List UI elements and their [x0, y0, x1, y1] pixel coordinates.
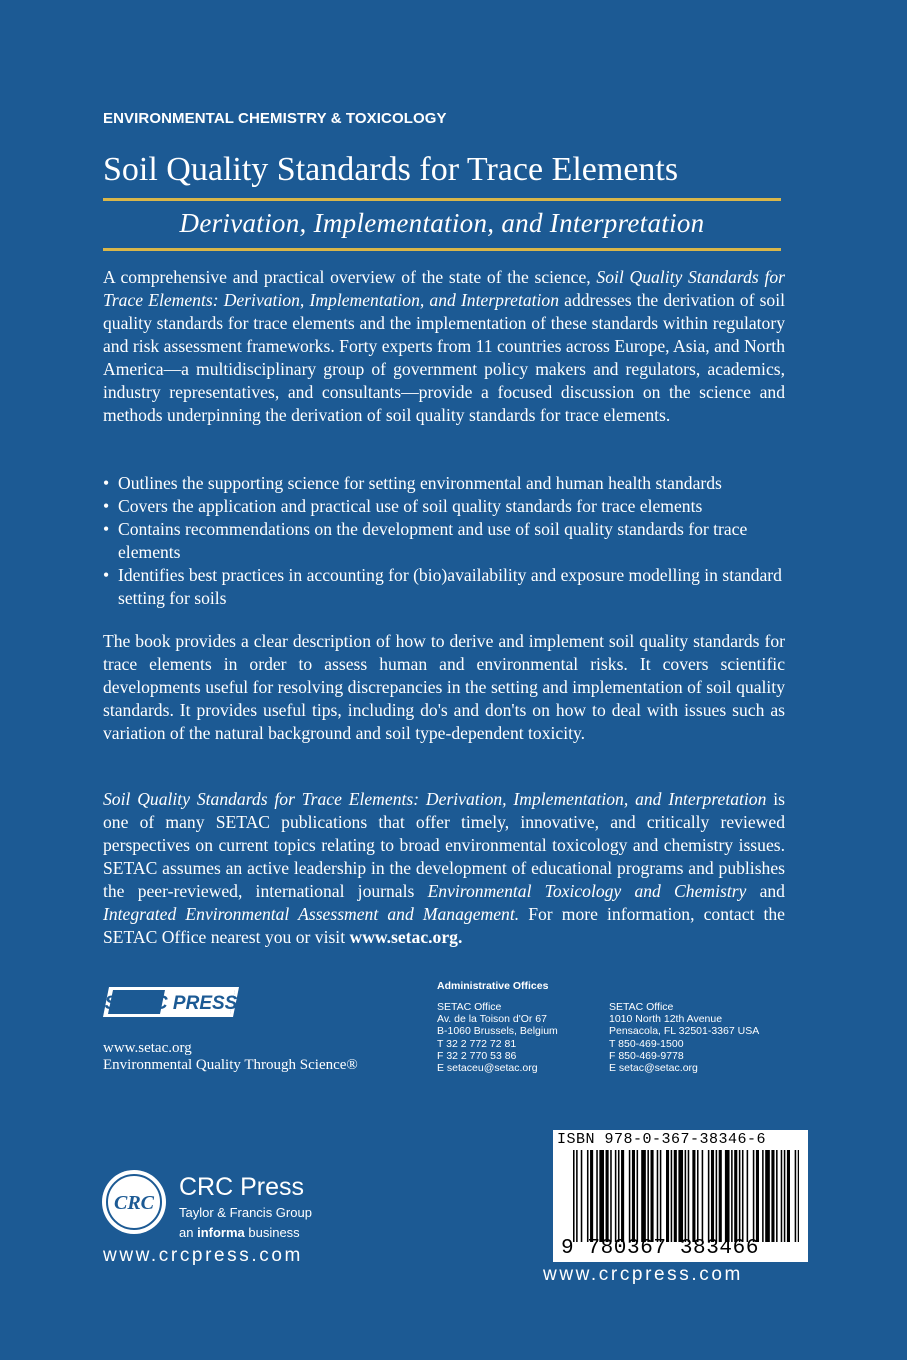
bullet-glyph: • — [103, 519, 110, 539]
barcode-bar — [606, 1150, 609, 1242]
crc-url[interactable]: www.crcpress.com — [103, 1245, 303, 1266]
book-subtitle: Derivation, Implementation, and Interpretation — [179, 208, 705, 238]
p2-text: The book provides a clear description of how to derive and implement soil quality standards for trace elements in order to assess human and environmental risks. It covers scientific developments useful for resolving discrepancies in the setting and implementation of soil quality standards. It provides useful tips, including do's and don'ts on how to deal with issues such as variation of the natural background and soil type-dependent toxicity. — [103, 631, 785, 743]
barcode-bar — [702, 1150, 704, 1242]
feature-list — [103, 472, 785, 610]
informa-prefix: an — [179, 1225, 198, 1240]
title-rule-top — [103, 198, 781, 201]
list-item-text: Covers the application and practical use of soil quality standards for trace elements — [118, 496, 703, 516]
p3-text-b: and — [746, 881, 785, 901]
office-europe — [437, 1001, 558, 1074]
p3-book-title: Soil Quality Standards for Trace Elements: Derivation, Implementation, and Interpretation — [103, 789, 767, 809]
barcode-bar — [784, 1150, 786, 1242]
barcode-bar — [776, 1150, 778, 1242]
barcode-bar — [697, 1150, 699, 1242]
barcode-bar — [692, 1150, 695, 1242]
series-label: ENVIRONMENTAL CHEMISTRY & TOXICOLOGY — [103, 110, 447, 127]
isbn-barcode — [553, 1130, 808, 1262]
barcode-bar — [637, 1150, 639, 1242]
list-item — [103, 518, 785, 564]
office-line: F 850-469-9778 — [609, 1049, 684, 1062]
barcode-bar — [719, 1150, 722, 1242]
office-line: Pensacola, FL 32501-3367 USA — [609, 1025, 760, 1038]
barcode-bar — [610, 1150, 612, 1242]
barcode-bar — [674, 1150, 677, 1242]
barcode-bar — [581, 1150, 583, 1242]
barcode-bar — [734, 1150, 737, 1242]
informa-business — [179, 1225, 300, 1240]
crc-press-name: CRC Press — [179, 1173, 305, 1201]
barcode-bar — [716, 1150, 718, 1242]
barcode-bar — [671, 1150, 673, 1242]
isbn-label: ISBN 978-0-367-38346-6 — [557, 1131, 767, 1148]
barcode-bar — [765, 1150, 770, 1242]
p3-setac-link[interactable]: www.setac.org. — [349, 927, 463, 947]
barcode-bar — [618, 1150, 620, 1242]
list-item-text: Identifies best practices in accounting for (bio)availability and exposure modelling in standard setting for soils — [118, 565, 782, 608]
p3-text-a: is one of many SETAC publications that offer timely, innovative, and critically reviewed perspectives on current topics relating to broad environmental toxicology and chemistry issues. SETAC assumes an active leadership in the development of educational programs and publishes the peer-reviewed, international journals — [103, 789, 785, 901]
barcode-bar — [599, 1150, 604, 1242]
barcode-bar — [708, 1150, 710, 1242]
crc-group-name: Taylor & Francis Group — [179, 1205, 312, 1220]
office-line: F 32 2 770 53 86 — [437, 1049, 517, 1062]
list-item-text: Outlines the supporting science for setting environmental and human health standards — [118, 473, 722, 493]
barcode-bar — [753, 1150, 755, 1242]
p3-text-c: For more information, contact the SETAC Office nearest you or visit — [103, 904, 785, 947]
barcode-bar — [615, 1150, 617, 1242]
list-item-text: Contains recommendations on the development and use of soil quality standards for trace elements — [118, 519, 748, 562]
barcode-bar — [781, 1150, 783, 1242]
list-item — [103, 495, 785, 518]
crc-url-bottom[interactable]: www.crcpress.com — [543, 1264, 743, 1285]
barcode-bar — [573, 1150, 575, 1242]
informa-word: informa — [197, 1225, 245, 1240]
office-line: E setac@setac.org — [609, 1062, 698, 1075]
barcode-bar — [798, 1150, 799, 1242]
barcode-bar — [685, 1150, 687, 1242]
barcode-bar — [678, 1150, 683, 1242]
office-line: T 850-469-1500 — [609, 1037, 684, 1050]
setac-tagline: Environmental Quality Through Science® — [103, 1057, 358, 1073]
barcode-bar — [587, 1150, 589, 1242]
p1-text-b: addresses the derivation of soil quality standards for trace elements and the implementation of these standards within regulatory and risk assessment frameworks. Forty experts from 11 countries across Europe, Asia, and North America—a multidisciplinary group of government policy makers and regulators, academics, industry representatives, and consultants—provide a focused discussion on the science and methods underpinning the derivation of soil quality standards for trace elements. — [103, 290, 785, 425]
office-line: B-1060 Brussels, Belgium — [437, 1025, 558, 1038]
informa-suffix: business — [244, 1225, 300, 1240]
p1-text-a: A comprehensive and practical overview of the state of the science, — [103, 267, 597, 287]
barcode-bar — [742, 1150, 744, 1242]
barcode-bars — [573, 1150, 799, 1242]
barcode-bar — [747, 1150, 749, 1242]
bullet-glyph: • — [103, 473, 110, 493]
barcode-bar — [688, 1150, 690, 1242]
description-paragraph-1 — [103, 266, 785, 427]
barcode-bar — [666, 1150, 669, 1242]
list-item — [103, 472, 785, 495]
title-rule-bottom — [103, 248, 781, 251]
barcode-bar — [647, 1150, 649, 1242]
description-paragraph-2 — [103, 630, 785, 745]
p1-book-title: Soil Quality Standards for Trace Elements: Derivation, Implementation, and Interpretation — [103, 267, 785, 310]
isbn-digits: 9 780367 383466 — [561, 1237, 760, 1260]
barcode-bar — [756, 1150, 759, 1242]
office-line: SETAC Office — [609, 1001, 674, 1013]
office-line: E setaceu@setac.org — [437, 1062, 538, 1075]
office-line: Av. de la Toison d'Or 67 — [437, 1013, 547, 1026]
office-line: T 32 2 772 72 81 — [437, 1037, 517, 1050]
barcode-bar — [771, 1150, 774, 1242]
barcode-bar — [711, 1150, 714, 1242]
barcode-bar — [762, 1150, 764, 1242]
barcode-bar — [657, 1150, 659, 1242]
barcode-bar — [576, 1150, 578, 1242]
barcode-bar — [641, 1150, 646, 1242]
barcode-bar — [590, 1150, 593, 1242]
barcode-bar — [660, 1150, 662, 1242]
setac-logo-text: SETAC PRESS — [104, 993, 238, 1014]
crc-logo-text: CRC — [113, 1192, 155, 1214]
setac-url[interactable]: www.setac.org — [103, 1040, 192, 1056]
list-item — [103, 564, 785, 610]
p3-journal-1: Environmental Toxicology and Chemistry — [427, 881, 747, 901]
barcode-bar — [596, 1150, 598, 1242]
barcode-bar — [629, 1150, 631, 1242]
office-usa — [609, 1001, 759, 1074]
barcode-bar — [725, 1150, 730, 1242]
barcode-bar — [651, 1150, 654, 1242]
barcode-bar — [731, 1150, 733, 1242]
admin-offices-heading: Administrative Offices — [437, 980, 549, 992]
book-title: Soil Quality Standards for Trace Elements — [103, 151, 679, 188]
office-line: SETAC Office — [437, 1001, 502, 1013]
bullet-glyph: • — [103, 565, 110, 585]
office-line: 1010 North 12th Avenue — [609, 1013, 723, 1026]
barcode-bar — [787, 1150, 790, 1242]
bullet-glyph: • — [103, 496, 110, 516]
barcode-bar — [739, 1150, 741, 1242]
barcode-bar — [632, 1150, 635, 1242]
setac-press-logo — [103, 985, 239, 1019]
crc-press-logo — [100, 1168, 168, 1236]
description-paragraph-3 — [103, 788, 785, 949]
p3-journal-2: Integrated Environmental Assessment and Management. — [103, 904, 520, 924]
barcode-bar — [795, 1150, 797, 1242]
barcode-bar — [621, 1150, 624, 1242]
